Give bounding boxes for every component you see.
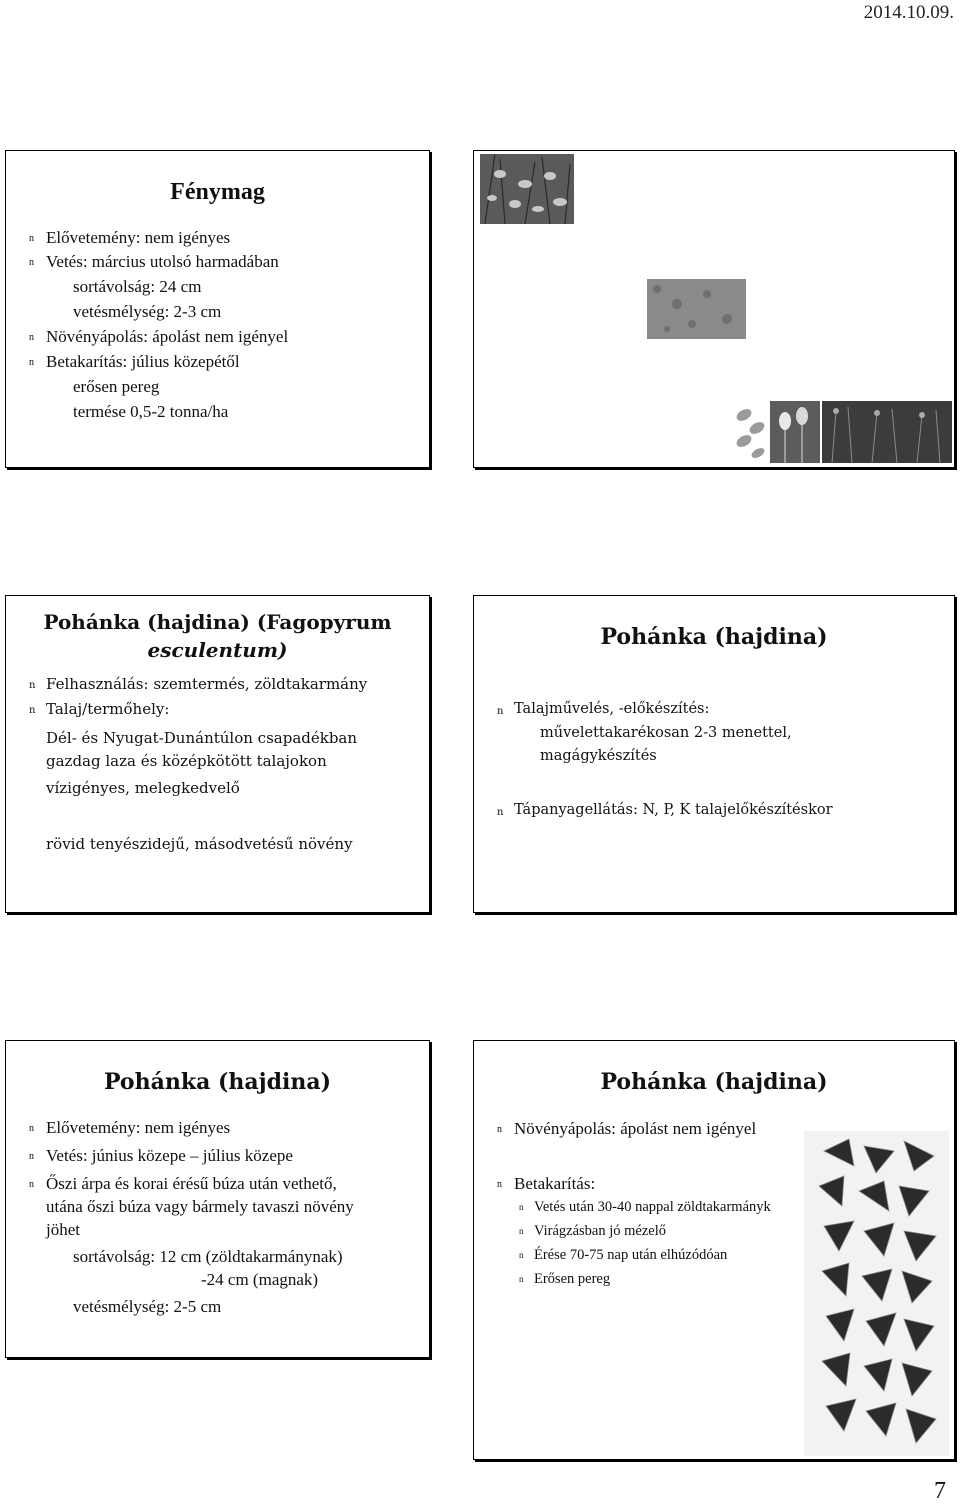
slide-pohanka-soil (473, 595, 955, 913)
bullet-line: n Talaj/termőhely: (46, 700, 169, 718)
canary-grass-photo (480, 154, 574, 224)
text-line: termése 0,5-2 tonna/ha (73, 402, 229, 421)
slide-pohanka-intro (5, 595, 430, 913)
text-line: magágykészítés (540, 748, 657, 764)
sub-bullet-line: n Vetés után 30-40 nappal zöldtakarmányk (534, 1199, 771, 1216)
slide-title: Pohánka (hajdina) (600, 1069, 828, 1095)
meadow-photo (822, 401, 952, 463)
sub-bullet-line: n Erősen pereg (534, 1271, 610, 1288)
text-line: jöhet (46, 1220, 80, 1239)
slide-title-line-1: Pohánka (hajdina) (Fagopyrum (43, 610, 392, 634)
field-photo (647, 279, 746, 339)
bullet-line: n Betakarítás: (514, 1174, 595, 1194)
bullet-line: n Talajművelés, -előkészítés: (514, 701, 709, 717)
text-line: erősen pereg (73, 377, 160, 396)
buckwheat-seeds-photo (804, 1131, 949, 1456)
text-line: utána őszi búza vagy bármely tavaszi növény (46, 1197, 354, 1216)
bullet-line: n Tápanyagellátás: N, P, K talajelőkészítéskor (514, 802, 833, 818)
slide-photos (473, 150, 955, 468)
slide-title: Fénymag (170, 179, 265, 205)
sub-bullet-line: n Virágzásban jó mézelő (534, 1223, 666, 1240)
bullet-line: n Növényápolás: ápolást nem igényel (514, 1119, 756, 1139)
slide-pohanka-sowing (5, 1040, 430, 1358)
text-line: rövid tenyészidejű, másodvetésű növény (46, 835, 353, 853)
slide-title: Pohánka (hajdina) (103, 1069, 332, 1095)
text-line: sortávolság: 12 cm (zöldtakarmánynak) (73, 1247, 343, 1266)
text-line: Dél- és Nyugat-Dunántúlon csapadékban (46, 729, 358, 747)
bullet-line: n Vetés: június közepe – július közepe (46, 1146, 293, 1166)
bullet-line: n Elővetemény: nem igényes (46, 228, 230, 248)
bullet-line: n Betakarítás: július közepétől (46, 352, 240, 372)
text-line: vízigényes, melegkedvelő (46, 779, 240, 797)
slide-title-line-2: esculentum) (147, 638, 288, 662)
text-line: sortávolság: 24 cm (73, 277, 202, 296)
bullet-line: n Felhasználás: szemtermés, zöldtakarmány (46, 675, 367, 693)
bullet-line: n Őszi árpa és korai érésű búza után vethető, (46, 1174, 337, 1194)
text-line: vetésmélység: 2-3 cm (73, 302, 222, 321)
text-line: vetésmélység: 2-5 cm (73, 1297, 222, 1316)
page-number: 7 (934, 1478, 946, 1504)
slide-title: Pohánka (hajdina) (600, 624, 828, 650)
leaf-photo (732, 403, 770, 461)
sub-bullet-line: n Érése 70-75 nap után elhúzódóan (534, 1247, 727, 1264)
text-line: művelettakarékosan 2-3 menettel, (540, 725, 792, 741)
bullet-line: n Vetés: március utolsó harmadában (46, 252, 279, 272)
bullet-line: n Növényápolás: ápolást nem igényel (46, 327, 288, 347)
bullet-line: n Elővetemény: nem igényes (46, 1118, 230, 1138)
slide-fenymag (5, 150, 430, 468)
slide-pohanka-harvest (473, 1040, 955, 1460)
seedhead-photo (770, 401, 820, 463)
text-line: gazdag laza és középkötött talajokon (46, 752, 327, 770)
page-date: 2014.10.09. (863, 2, 954, 23)
text-line: -24 cm (magnak) (201, 1270, 319, 1289)
